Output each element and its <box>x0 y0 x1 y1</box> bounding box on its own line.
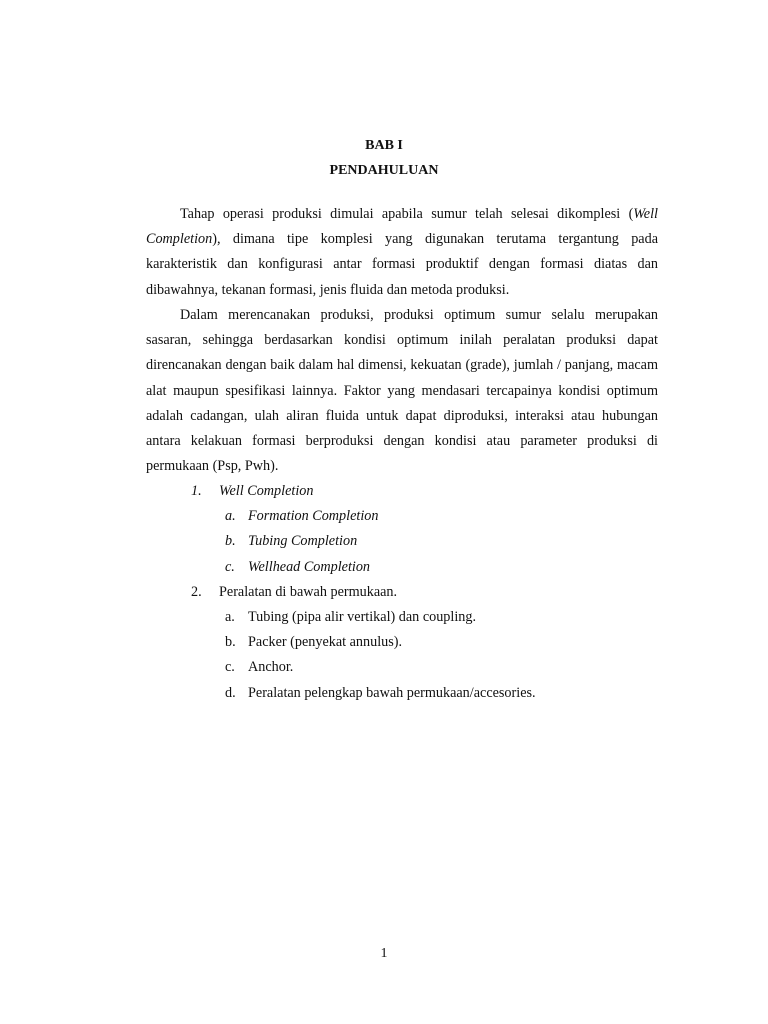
paragraph-2 <box>146 303 658 479</box>
list-marker: a. <box>225 508 236 525</box>
list-item <box>0 655 768 680</box>
list-item <box>0 479 768 504</box>
list-item-text: Anchor. <box>248 659 294 676</box>
list-item-text: Well Completion <box>219 483 314 499</box>
list-item <box>0 504 768 529</box>
list-item-text: Peralatan di bawah permukaan. <box>219 583 398 600</box>
list-marker: b. <box>225 634 236 651</box>
list-item <box>0 681 768 706</box>
list-item <box>0 555 768 580</box>
list-item-text: Packer (penyekat annulus). <box>248 634 403 651</box>
paragraph-text: Tahap operasi produksi dimulai apabila sumur telah selesai dikomplesi ( <box>180 206 634 222</box>
list-item-text: Tubing (pipa alir vertikal) dan coupling. <box>248 608 477 625</box>
list-item-text: Peralatan pelengkap bawah permukaan/accesories. <box>248 684 536 701</box>
list-marker: c. <box>225 659 235 676</box>
list-marker: 1. <box>191 483 202 499</box>
list-marker: b. <box>225 533 236 550</box>
list-item <box>0 630 768 655</box>
paragraph-text: ), dimana tipe komplesi yang digunakan terutama tergantung pada karakteristik dan konfigurasi antar formasi produktif dengan formasi diatas dan dibawahnya, tekanan formasi, jenis fluida dan metoda produksi. <box>146 231 658 298</box>
list-item <box>0 529 768 554</box>
list-item-text: Wellhead Completion <box>248 558 371 575</box>
list-item-text: Tubing Completion <box>248 533 358 550</box>
paragraph-text: Dalam merencanakan produksi, produksi optimum sumur selalu merupakan sasaran, sehingga berdasarkan kondisi optimum inilah peralatan produksi dapat direncanakan dengan baik dalam hal dimensi, kekuatan (grade), jumlah / panjang, macam alat maupun spesifikasi lainnya. Faktor yang mendasari tercapainya kondisi optimum adalah cadangan, ulah aliran fluida untuk dapat diproduksi, interaksi atau hubungan antara kelakuan formasi berproduksi dengan kondisi atau parameter produksi di permukaan (Psp, Pwh). <box>146 307 658 475</box>
list-item <box>0 580 768 605</box>
page-number: 1 <box>380 946 388 961</box>
chapter-number: BAB I <box>365 138 403 153</box>
outline-list <box>0 479 768 706</box>
list-item <box>0 605 768 630</box>
list-marker: 2. <box>191 583 202 600</box>
paragraph-1 <box>146 202 658 303</box>
list-marker: c. <box>225 558 235 575</box>
italic-term: Well Completion <box>146 206 658 248</box>
list-marker: a. <box>225 608 235 625</box>
list-item-text: Formation Completion <box>248 508 379 525</box>
chapter-title: PENDAHULUAN <box>329 163 439 178</box>
list-marker: d. <box>225 684 236 701</box>
